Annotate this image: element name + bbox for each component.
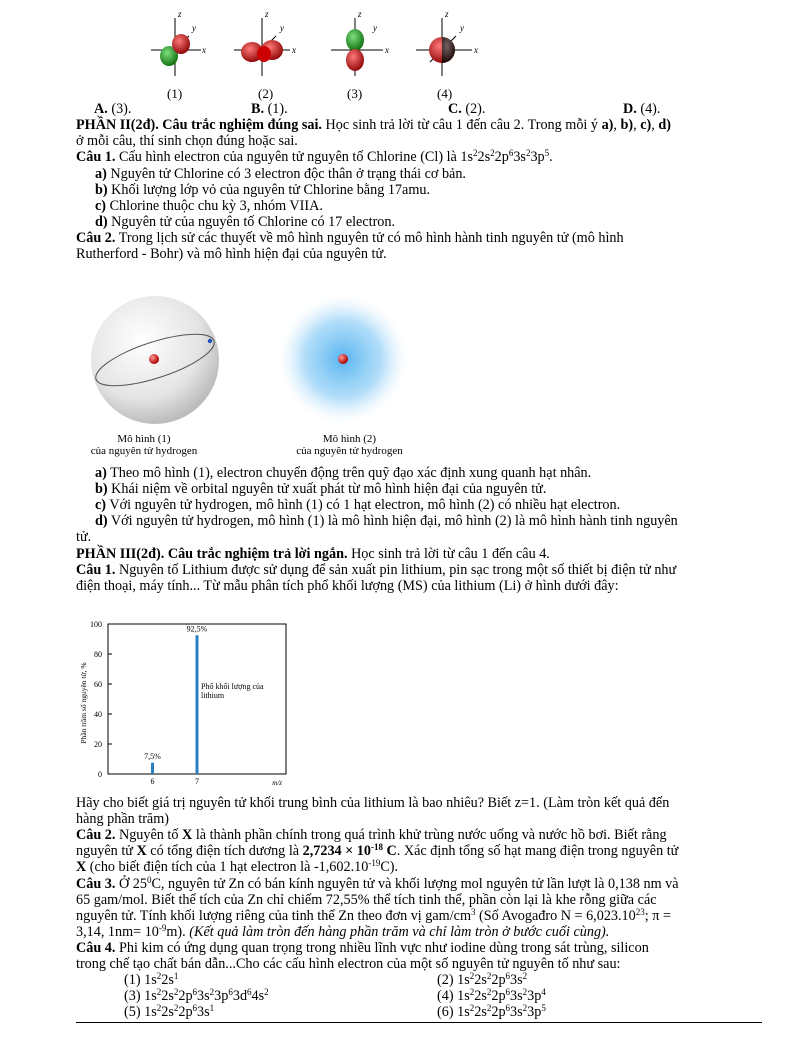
p3-q3-line4: 3,14, $1nm= 10^{-9}m$). (Kết quả làm tròn đến hàng phần trăm và chỉ làm tròn ở bước cuối cùng).: [76, 923, 610, 940]
y-axis-label: Phần trăm số nguyên tử, %: [79, 662, 88, 744]
p2-q1-b[interactable]: b) Khối lượng lớp vỏ của nguyên tử Chlorine bằng 17amu.: [95, 182, 430, 198]
part2-title: PHẦN II(2đ). Câu trắc nghiệm đúng sai. Học sinh trả lời từ câu 1 đến câu 2. Trong mỗi ý a), b), c), d): [76, 117, 671, 133]
mass-spectrum-chart: [76, 616, 296, 796]
p3-q2: Câu 2. Nguyên tố X là thành phần chính trong quá trình khử trùng nước uống và nước hồ bơi. Biết rằng: [76, 827, 667, 843]
orbital-label-2: (2): [258, 86, 274, 101]
axis-y-3: y: [373, 23, 377, 33]
p2-q1-a[interactable]: a) Nguyên tử Chlorine có 3 electron độc thân ở trạng thái cơ bản.: [95, 166, 466, 182]
p3-q4-line2: trong chế tạo chất bán dẫn...Cho các cấu hình electron của một số nguyên tử nguyên tố như sau:: [76, 956, 621, 972]
config-3: (3) $1s^22s^22p^63s^23p^63d^64s^2$: [124, 987, 269, 1004]
p3-q3-line3: nguyên tử. Tính khối lượng riêng của tinh thể Zn theo đơn vị gam/$cm^3$ (Số Avogađro $N = 6,023.10^{23}$; π =: [76, 907, 671, 924]
axis-x-4: x: [474, 45, 478, 55]
p2-q2-d-tail: tử.: [76, 529, 92, 545]
bar-mz-6: [151, 763, 154, 774]
orbital-label-1: (1): [167, 86, 183, 101]
y-tick-label-4: 80: [94, 650, 102, 659]
p2-q2: Câu 2. Trong lịch sử các thuyết về mô hình nguyên tử có mô hình hành tinh nguyên tử (mô hình: [76, 230, 624, 246]
y-tick-label-2: 40: [94, 710, 102, 719]
answer-c[interactable]: C. (2).: [448, 101, 486, 117]
orbital-label-3: (3): [347, 86, 363, 101]
config-5: (5) $1s^22s^22p^63s^1$: [124, 1003, 215, 1020]
y-tick-label-1: 20: [94, 740, 102, 749]
config-1: (1) $1s^22s^1$: [124, 971, 179, 988]
chart-title-line2: lithium: [201, 691, 225, 700]
p2-q1-c[interactable]: c) Chlorine thuộc chu kỳ 3, nhóm VIIA.: [95, 198, 323, 214]
p3-q3: Câu 3. Ở $25^0C$, nguyên tử Zn có bán kính nguyên tử và khối lượng mol nguyên tử lần lượt là 0,138 nm và: [76, 875, 679, 892]
answer-d[interactable]: D. (4).: [623, 101, 661, 117]
axis-z-4: z: [445, 9, 449, 19]
part2-title-tail: ở mỗi câu, thí sinh chọn đúng hoặc sai.: [76, 133, 298, 149]
axis-z-2: z: [265, 9, 269, 19]
p3-q4: Câu 4. Phi kim có ứng dụng quan trọng trong nhiều lĩnh vực như iodine dùng trong sát trùng, silicon: [76, 940, 649, 956]
config-2: (2) $1s^22s^22p^63s^2$: [437, 971, 528, 988]
bar-mz-7: [196, 635, 199, 774]
answer-a[interactable]: A. (3).: [94, 101, 132, 117]
p3-q2-line2: nguyên tử X có tổng điện tích dương là $2,7234 \times 10^{-18}$ C. Xác định tổng số hạt mang điện trong nguyên tử: [76, 842, 679, 859]
p3-q2-line3: X (cho biết điện tích của 1 hạt electron là $-1,602.10^{-19}C$).: [76, 858, 399, 875]
p2-q2-d[interactable]: d) Với nguyên tử hydrogen, mô hình (1) là mô hình hiện đại, mô hình (2) là mô hình hành tinh nguyên: [95, 513, 678, 529]
model-2-caption: Mô hình (2) của nguyên tử hydrogen: [296, 433, 403, 457]
config-4: (4) $1s^22s^22p^63s^23p^4$: [437, 987, 546, 1004]
axis-y-1: y: [192, 23, 196, 33]
x-tick-label-1: 7: [195, 777, 199, 786]
y-tick-label-0: 0: [98, 770, 102, 779]
y-tick-label-3: 60: [94, 680, 102, 689]
axis-z-3: z: [358, 9, 362, 19]
axis-z-1: z: [178, 9, 182, 19]
bottom-rule: [76, 1022, 762, 1023]
p2-q2-c[interactable]: c) Với nguyên tử hydrogen, mô hình (1) có 1 hạt electron, mô hình (2) có nhiều hạt electron.: [95, 497, 621, 513]
axis-y-4: y: [460, 23, 464, 33]
bar-label-1: 92,5%: [186, 624, 208, 634]
axis-x-2: x: [292, 45, 296, 55]
chart-title-line1: Phổ khối lượng của: [201, 682, 264, 691]
x-tick-label-0: 6: [150, 777, 155, 786]
p3-q1-ask2: hàng phần trăm): [76, 811, 169, 827]
model-1-bohr: [90, 296, 219, 424]
p2-q2-b[interactable]: b) Khái niệm về orbital nguyên tử xuất phát từ mô hình hiện đại của nguyên tử.: [95, 481, 547, 497]
atom-models: [80, 296, 420, 431]
axis-x-1: x: [202, 45, 206, 55]
p3-q1: Câu 1. Nguyên tố Lithium được sử dụng để sản xuất pin lithium, pin sạc trong một số thiết bị điện tử như: [76, 562, 677, 578]
axis-x-3: x: [385, 45, 389, 55]
x-axis-label: m/z: [272, 779, 282, 787]
p2-q1: Câu 1. Cấu hình electron của nguyên tử nguyên tố Chlorine (Cl) là $1s^22s^22p^63s^23p^5$.: [76, 148, 553, 165]
orbital-label-4: (4): [437, 86, 453, 101]
p2-q2-line2: Rutherford - Bohr) và mô hình hiện đại của nguyên tử.: [76, 246, 387, 262]
y-tick-label-5: 100: [90, 620, 102, 629]
p3-q3-line2: 65 gam/mol. Biết thể tích của Zn chỉ chiếm 72,55% thể tích tinh thể, phần còn lại là khe rỗng giữa các: [76, 892, 657, 908]
config-6: (6) $1s^22s^22p^63s^23p^5$: [437, 1003, 546, 1020]
bar-label-0: 7,5%: [144, 751, 161, 761]
p3-q1-ask: Hãy cho biết giá trị nguyên tử khối trung bình của lithium là bao nhiêu? Biết z=1. (Làm tròn kết quả đến: [76, 795, 670, 811]
axis-y-2: y: [280, 23, 284, 33]
p3-q1-line2: điện thoại, máy tính... Từ mẫu phân tích phổ khối lượng (MS) của lithium (Li) ở hình dưới đây:: [76, 578, 619, 594]
model-1-caption: Mô hình (1) của nguyên tử hydrogen: [90, 433, 198, 457]
p2-q1-d[interactable]: d) Nguyên tử của nguyên tố Chlorine có 17 electron.: [95, 214, 396, 230]
p2-q2-a[interactable]: a) Theo mô hình (1), electron chuyển động trên quỹ đạo xác định xung quanh hạt nhân.: [95, 465, 592, 481]
model-2-cloud: [279, 296, 407, 423]
part3-title: PHẦN III(2đ). Câu trắc nghiệm trả lời ngắn. Học sinh trả lời từ câu 1 đến câu 4.: [76, 546, 550, 562]
answer-b[interactable]: B. (1).: [251, 101, 288, 117]
